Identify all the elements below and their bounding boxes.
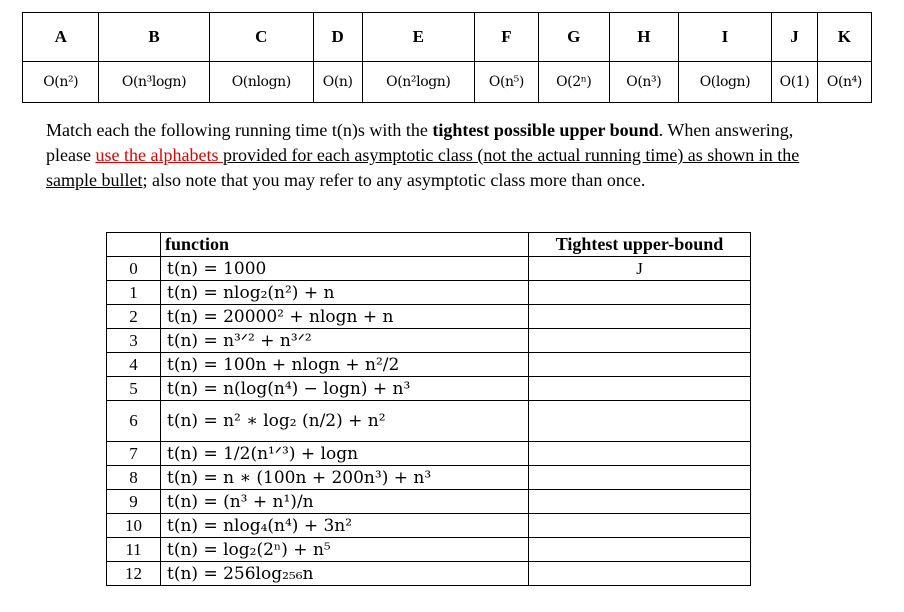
- class-letter: I: [678, 13, 771, 62]
- row-function: t(n) = nlog₂(n²) + n: [161, 281, 529, 305]
- functions-table: [106, 232, 751, 586]
- table-row: [107, 562, 751, 586]
- functions-header-row: [107, 233, 751, 257]
- class-letter: E: [362, 13, 474, 62]
- row-function: t(n) = n² ∗ log₂ (n/2) + n²: [161, 401, 529, 442]
- table-row: [107, 514, 751, 538]
- row-function: t(n) = 256log₂₅₆n: [161, 562, 529, 586]
- class-notation: O(n): [313, 62, 362, 103]
- table-row: [107, 490, 751, 514]
- class-letter: D: [313, 13, 362, 62]
- class-notation: O(n²): [23, 62, 99, 103]
- class-letters-row: [23, 13, 872, 62]
- table-row: [107, 281, 751, 305]
- row-answer[interactable]: [529, 514, 751, 538]
- table-row: [107, 329, 751, 353]
- class-notation: O(1): [772, 62, 818, 103]
- row-function: t(n) = (n³ + n¹)/n: [161, 490, 529, 514]
- instructions-red-underline: use the alphabets: [95, 145, 223, 165]
- class-letter: C: [209, 13, 313, 62]
- class-letter: K: [817, 13, 871, 62]
- row-answer[interactable]: [529, 305, 751, 329]
- row-answer[interactable]: [529, 281, 751, 305]
- table-row: [107, 442, 751, 466]
- class-notation: O(n⁴): [817, 62, 871, 103]
- class-letter: B: [99, 13, 209, 62]
- instructions-bold: tightest possible upper bound: [432, 120, 659, 140]
- class-letter: H: [609, 13, 678, 62]
- row-index: 3: [107, 329, 161, 353]
- row-answer[interactable]: [529, 329, 751, 353]
- class-letter: A: [23, 13, 99, 62]
- row-function: t(n) = nlog₄(n⁴) + 3n²: [161, 514, 529, 538]
- class-notation: O(n⁵): [475, 62, 539, 103]
- tightest-bound-header: Tightest upper-bound: [529, 233, 751, 257]
- row-answer[interactable]: [529, 538, 751, 562]
- class-letter: G: [538, 13, 609, 62]
- row-function: t(n) = n ∗ (100n + 200n³) + n³: [161, 466, 529, 490]
- table-row: [107, 257, 751, 281]
- row-index: 2: [107, 305, 161, 329]
- row-index: 4: [107, 353, 161, 377]
- table-row: [107, 305, 751, 329]
- row-index: 5: [107, 377, 161, 401]
- row-answer[interactable]: [529, 466, 751, 490]
- row-answer[interactable]: [529, 490, 751, 514]
- class-letter: F: [475, 13, 539, 62]
- table-row: [107, 377, 751, 401]
- row-index: 11: [107, 538, 161, 562]
- row-function: t(n) = 1000: [161, 257, 529, 281]
- instructions-text: . When answering, please: [46, 120, 794, 165]
- row-answer[interactable]: J: [529, 257, 751, 281]
- instructions-paragraph: [46, 118, 816, 193]
- row-function: t(n) = 20000² + nlogn + n: [161, 305, 529, 329]
- row-function: t(n) = log₂(2ⁿ) + n⁵: [161, 538, 529, 562]
- row-index: 9: [107, 490, 161, 514]
- class-notation: O(nlogn): [209, 62, 313, 103]
- row-function: t(n) = 100n + nlogn + n²/2: [161, 353, 529, 377]
- row-function: t(n) = n³ᐟ² + n³ᐟ²: [161, 329, 529, 353]
- row-answer[interactable]: [529, 377, 751, 401]
- row-index: 10: [107, 514, 161, 538]
- row-index: 7: [107, 442, 161, 466]
- row-answer[interactable]: [529, 562, 751, 586]
- class-notation-row: [23, 62, 872, 103]
- class-notation: O(n²logn): [362, 62, 474, 103]
- row-index: 1: [107, 281, 161, 305]
- asymptotic-classes-table: [22, 12, 872, 103]
- table-row: [107, 538, 751, 562]
- table-row: [107, 401, 751, 442]
- table-row: [107, 353, 751, 377]
- row-index: 6: [107, 401, 161, 442]
- row-answer[interactable]: [529, 401, 751, 442]
- instructions-text: ; also note that you may refer to any asymptotic class more than once.: [142, 170, 646, 190]
- row-function: t(n) = 1/2(n¹ᐟ³) + logn: [161, 442, 529, 466]
- instructions-underline: provided for each asymptotic class (not the actual running time) as shown in the sample bullet: [46, 145, 800, 190]
- row-answer[interactable]: [529, 353, 751, 377]
- table-row: [107, 466, 751, 490]
- class-notation: O(n³): [609, 62, 678, 103]
- class-notation: O(2ⁿ): [538, 62, 609, 103]
- row-index: 0: [107, 257, 161, 281]
- row-answer[interactable]: [529, 442, 751, 466]
- class-notation: O(n³logn): [99, 62, 209, 103]
- row-index: 8: [107, 466, 161, 490]
- function-header: function: [161, 233, 529, 257]
- row-index: 12: [107, 562, 161, 586]
- instructions-text: Match each the following running time t(n)s with the: [46, 120, 433, 140]
- class-letter: J: [772, 13, 818, 62]
- row-function: t(n) = n(log(n⁴) − logn) + n³: [161, 377, 529, 401]
- class-notation: O(logn): [678, 62, 771, 103]
